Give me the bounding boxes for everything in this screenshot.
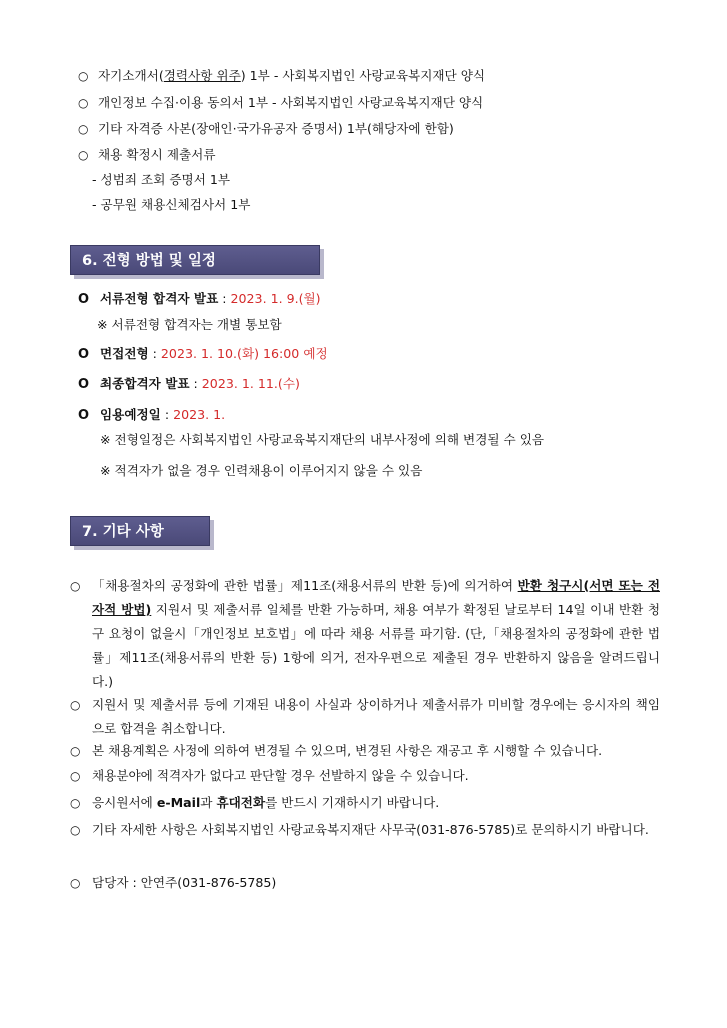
notice-text: 채용분야에 적격자가 없다고 판단할 경우 선발하지 않을 수 있습니다. <box>92 768 469 783</box>
doc-item-underlined: 경력사항 위주 <box>163 68 241 83</box>
schedule-note: ※ 서류전형 합격자는 개별 통보함 <box>97 317 282 332</box>
notice-paragraph-false-info <box>70 693 660 741</box>
schedule-date: 2023. 1. 9.(월) <box>230 291 321 306</box>
list-bullet: ○ <box>70 876 81 890</box>
schedule-separator: : <box>160 407 174 422</box>
notice-text: 「채용절차의 공정화에 관한 법률」제11조(채용서류의 반환 등)에 의거하여 <box>92 578 518 593</box>
schedule-date: 2023. 1. <box>173 407 226 422</box>
doc-item-self-intro <box>78 67 485 85</box>
notice-text: 본 채용계획은 사정에 의하여 변경될 수 있으며, 변경된 사항은 재공고 후 시행할 수 있습니다. <box>92 743 603 758</box>
list-bullet: O <box>78 347 90 362</box>
notice-text: 과 <box>200 795 217 810</box>
schedule-date: 2023. 1. 11.(수) <box>201 376 300 391</box>
section-7-header: 7. 기타 사항 <box>70 516 210 546</box>
doc-item-text: 채용 확정시 제출서류 <box>98 147 216 162</box>
list-bullet: ○ <box>70 744 81 758</box>
notice-paragraph-manager <box>70 871 660 895</box>
notice-paragraph-inquiry <box>70 818 660 842</box>
schedule-label: 면접전형 <box>100 346 149 361</box>
schedule-label: 서류전형 합격자 발표 <box>100 291 219 306</box>
list-bullet: ○ <box>70 823 81 837</box>
notice-paragraph-contact-info <box>70 791 660 815</box>
schedule-start-date <box>78 406 225 425</box>
sub-item-health-exam: - 공무원 채용신체검사서 1부 <box>92 197 251 212</box>
schedule-separator: : <box>218 291 231 306</box>
notice-text: 지원서 및 제출서류 등에 기재된 내용이 사실과 상이하거나 제출서류가 미비할 경우에는 응시자의 책임으로 합격을 취소합니다. <box>92 697 660 736</box>
notice-text: 응시원서에 <box>92 795 157 810</box>
doc-item-privacy <box>78 94 483 112</box>
doc-item-text: ) 1부 - 사회복지법인 사랑교육복지재단 양식 <box>240 68 486 83</box>
schedule-document-result <box>78 290 321 309</box>
list-bullet: ○ <box>70 698 81 712</box>
list-bullet: ○ <box>70 796 81 810</box>
notice-paragraph-return <box>70 574 660 694</box>
doc-item-text: 자기소개서( <box>98 68 164 83</box>
notice-emphasis: 반환 청구시(서면 또는 전자적 방법) <box>92 578 660 617</box>
notice-paragraph-no-candidate <box>70 764 660 788</box>
list-bullet: ○ <box>78 122 89 136</box>
doc-item-text: 기타 자격증 사본(장애인·국가유공자 증명서) 1부(해당자에 한함) <box>98 121 454 136</box>
list-bullet: ○ <box>70 579 81 593</box>
schedule-note: ※ 전형일정은 사회복지법인 사랑교육복지재단의 내부사정에 의해 변경될 수 있음 <box>100 432 545 447</box>
schedule-label: 최종합격자 발표 <box>100 376 190 391</box>
list-bullet: ○ <box>70 769 81 783</box>
doc-item-hiring-docs <box>78 146 216 164</box>
section-6-header: 6. 전형 방법 및 일정 <box>70 245 320 275</box>
schedule-final-result <box>78 375 300 394</box>
notice-text: 를 반드시 기재하시기 바랍니다. <box>265 795 440 810</box>
list-bullet: O <box>78 408 90 423</box>
notice-emphasis: e-Mail <box>156 795 201 810</box>
notice-text: 지원서 및 제출서류 일체를 반환 가능하며, 채용 여부가 확정된 날로부터 14일 이내 반환 청구 요청이 없을시「개인정보 보호법」에 따라 채용 서류를 파기함. (단,「채용절차의 공정화에 관한 법률」제11조(채용서류의 반환 등) 1항에 의거, 전자우편으로 제출된 경우 반환하지 않음을 알려드립니다.) <box>92 602 660 689</box>
notice-text: 담당자 : 안연주(031-876-5785) <box>92 875 277 890</box>
list-bullet: ○ <box>78 96 89 110</box>
list-bullet: O <box>78 377 90 392</box>
schedule-note: ※ 적격자가 없을 경우 인력채용이 이루어지지 않을 수 있음 <box>100 463 423 478</box>
doc-item-text: 개인정보 수집·이용 동의서 1부 - 사회복지법인 사랑교육복지재단 양식 <box>98 95 484 110</box>
notice-emphasis: 휴대전화 <box>216 795 266 810</box>
notice-text: 기타 자세한 사항은 사회복지법인 사랑교육복지재단 사무국(031-876-5785)로 문의하시기 바랍니다. <box>92 822 649 837</box>
schedule-label: 임용예정일 <box>100 407 161 422</box>
list-bullet: O <box>78 292 90 307</box>
schedule-interview <box>78 345 328 364</box>
list-bullet: ○ <box>78 148 89 162</box>
schedule-separator: : <box>189 376 202 391</box>
notice-paragraph-plan-change <box>70 739 660 763</box>
doc-item-certificate <box>78 120 454 138</box>
schedule-separator: : <box>148 346 161 361</box>
schedule-date: 2023. 1. 10.(화) 16:00 예정 <box>160 346 328 361</box>
list-bullet: ○ <box>78 69 89 83</box>
sub-item-crime-check: - 성범죄 조회 증명서 1부 <box>92 172 231 187</box>
